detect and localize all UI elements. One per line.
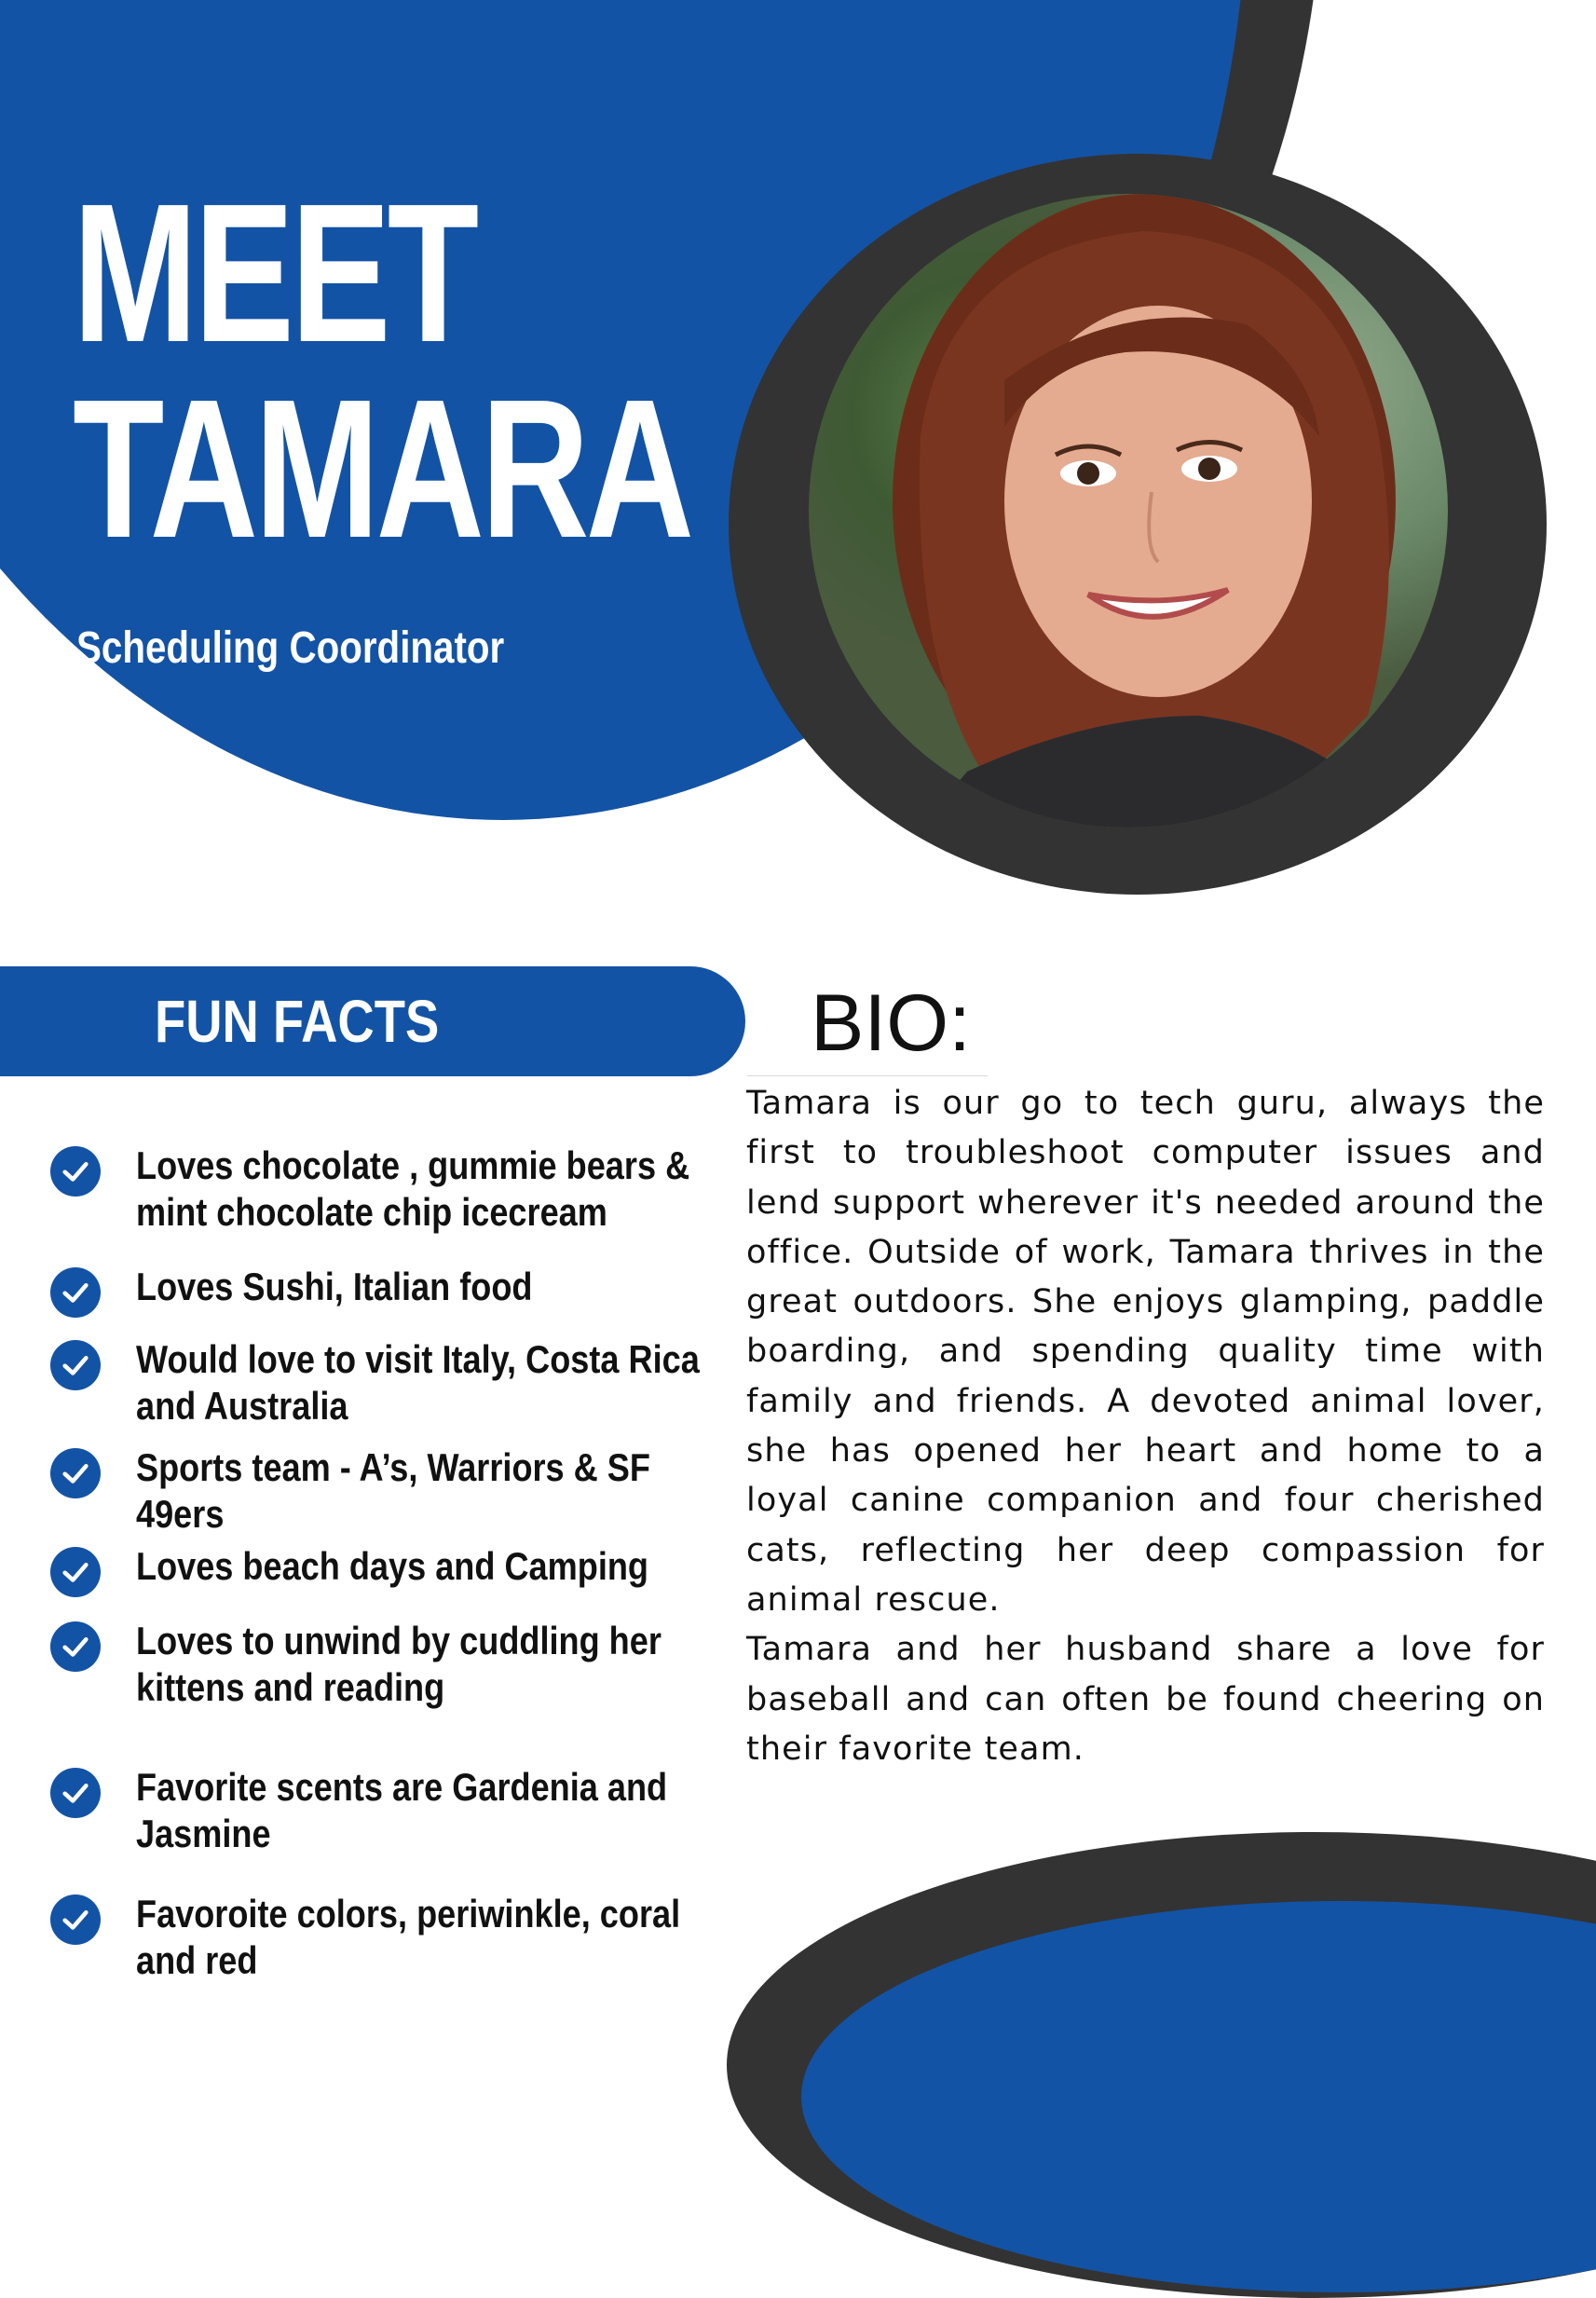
check-circle-icon: [50, 1768, 101, 1818]
bio-paragraph-1: Tamara is our go to tech guru, always the first to troubleshoot computer issues and lend support wherever it's needed around the office. Outside of work, Tamara thrives in the great outdoors. She enjoys glamping, paddle boarding, and spending quality time with family and friends. A devoted animal lover, she has opened her heart and home to a loyal canine companion and four cherished cats, reflecting her deep compassion for animal rescue.: [746, 1085, 1545, 1619]
fun-facts-title: FUN FACTS: [155, 988, 440, 1055]
check-circle-icon: [50, 1146, 101, 1197]
check-circle-icon: [50, 1547, 101, 1597]
bio-body: [746, 1079, 1545, 1774]
fun-facts-banner: [0, 966, 745, 1076]
check-circle-icon: [50, 1448, 101, 1498]
bio-divider: [747, 1075, 988, 1076]
fun-fact-text: Sports team - A’s, Warriors & SF 49ers: [136, 1445, 650, 1536]
bio-paragraph-2: Tamara and her husband share a love for baseball and can often be found cheering on their favorite team.: [746, 1631, 1545, 1768]
bio-title: BIO:: [811, 978, 972, 1068]
fun-fact-text: Favorite scents are Gardenia and Jasmine: [136, 1765, 668, 1855]
portrait-illustration: [809, 194, 1448, 828]
fun-fact-text: Loves chocolate , gummie bears & mint chocolate chip icecream: [136, 1143, 690, 1234]
check-circle-icon: [50, 1621, 101, 1672]
fun-fact-text: Loves to unwind by cuddling her kittens and reading: [136, 1619, 662, 1709]
fun-fact-text: Would love to visit Italy, Costa Rica and Australia: [136, 1337, 700, 1428]
check-circle-icon: [50, 1340, 101, 1390]
check-circle-icon: [50, 1894, 101, 1945]
page-title-line2: TAMARA: [73, 358, 691, 579]
page-title-line1: MEET: [73, 162, 476, 383]
check-circle-icon: [50, 1267, 101, 1318]
fun-fact-text: Favoroite colors, periwinkle, coral and red: [136, 1892, 681, 1982]
fun-fact-text: Loves beach days and Camping: [136, 1544, 648, 1588]
profile-photo: [809, 194, 1448, 828]
job-title: Scheduling Coordinator: [76, 623, 505, 673]
fun-fact-text: Loves Sushi, Italian food: [136, 1265, 533, 1308]
